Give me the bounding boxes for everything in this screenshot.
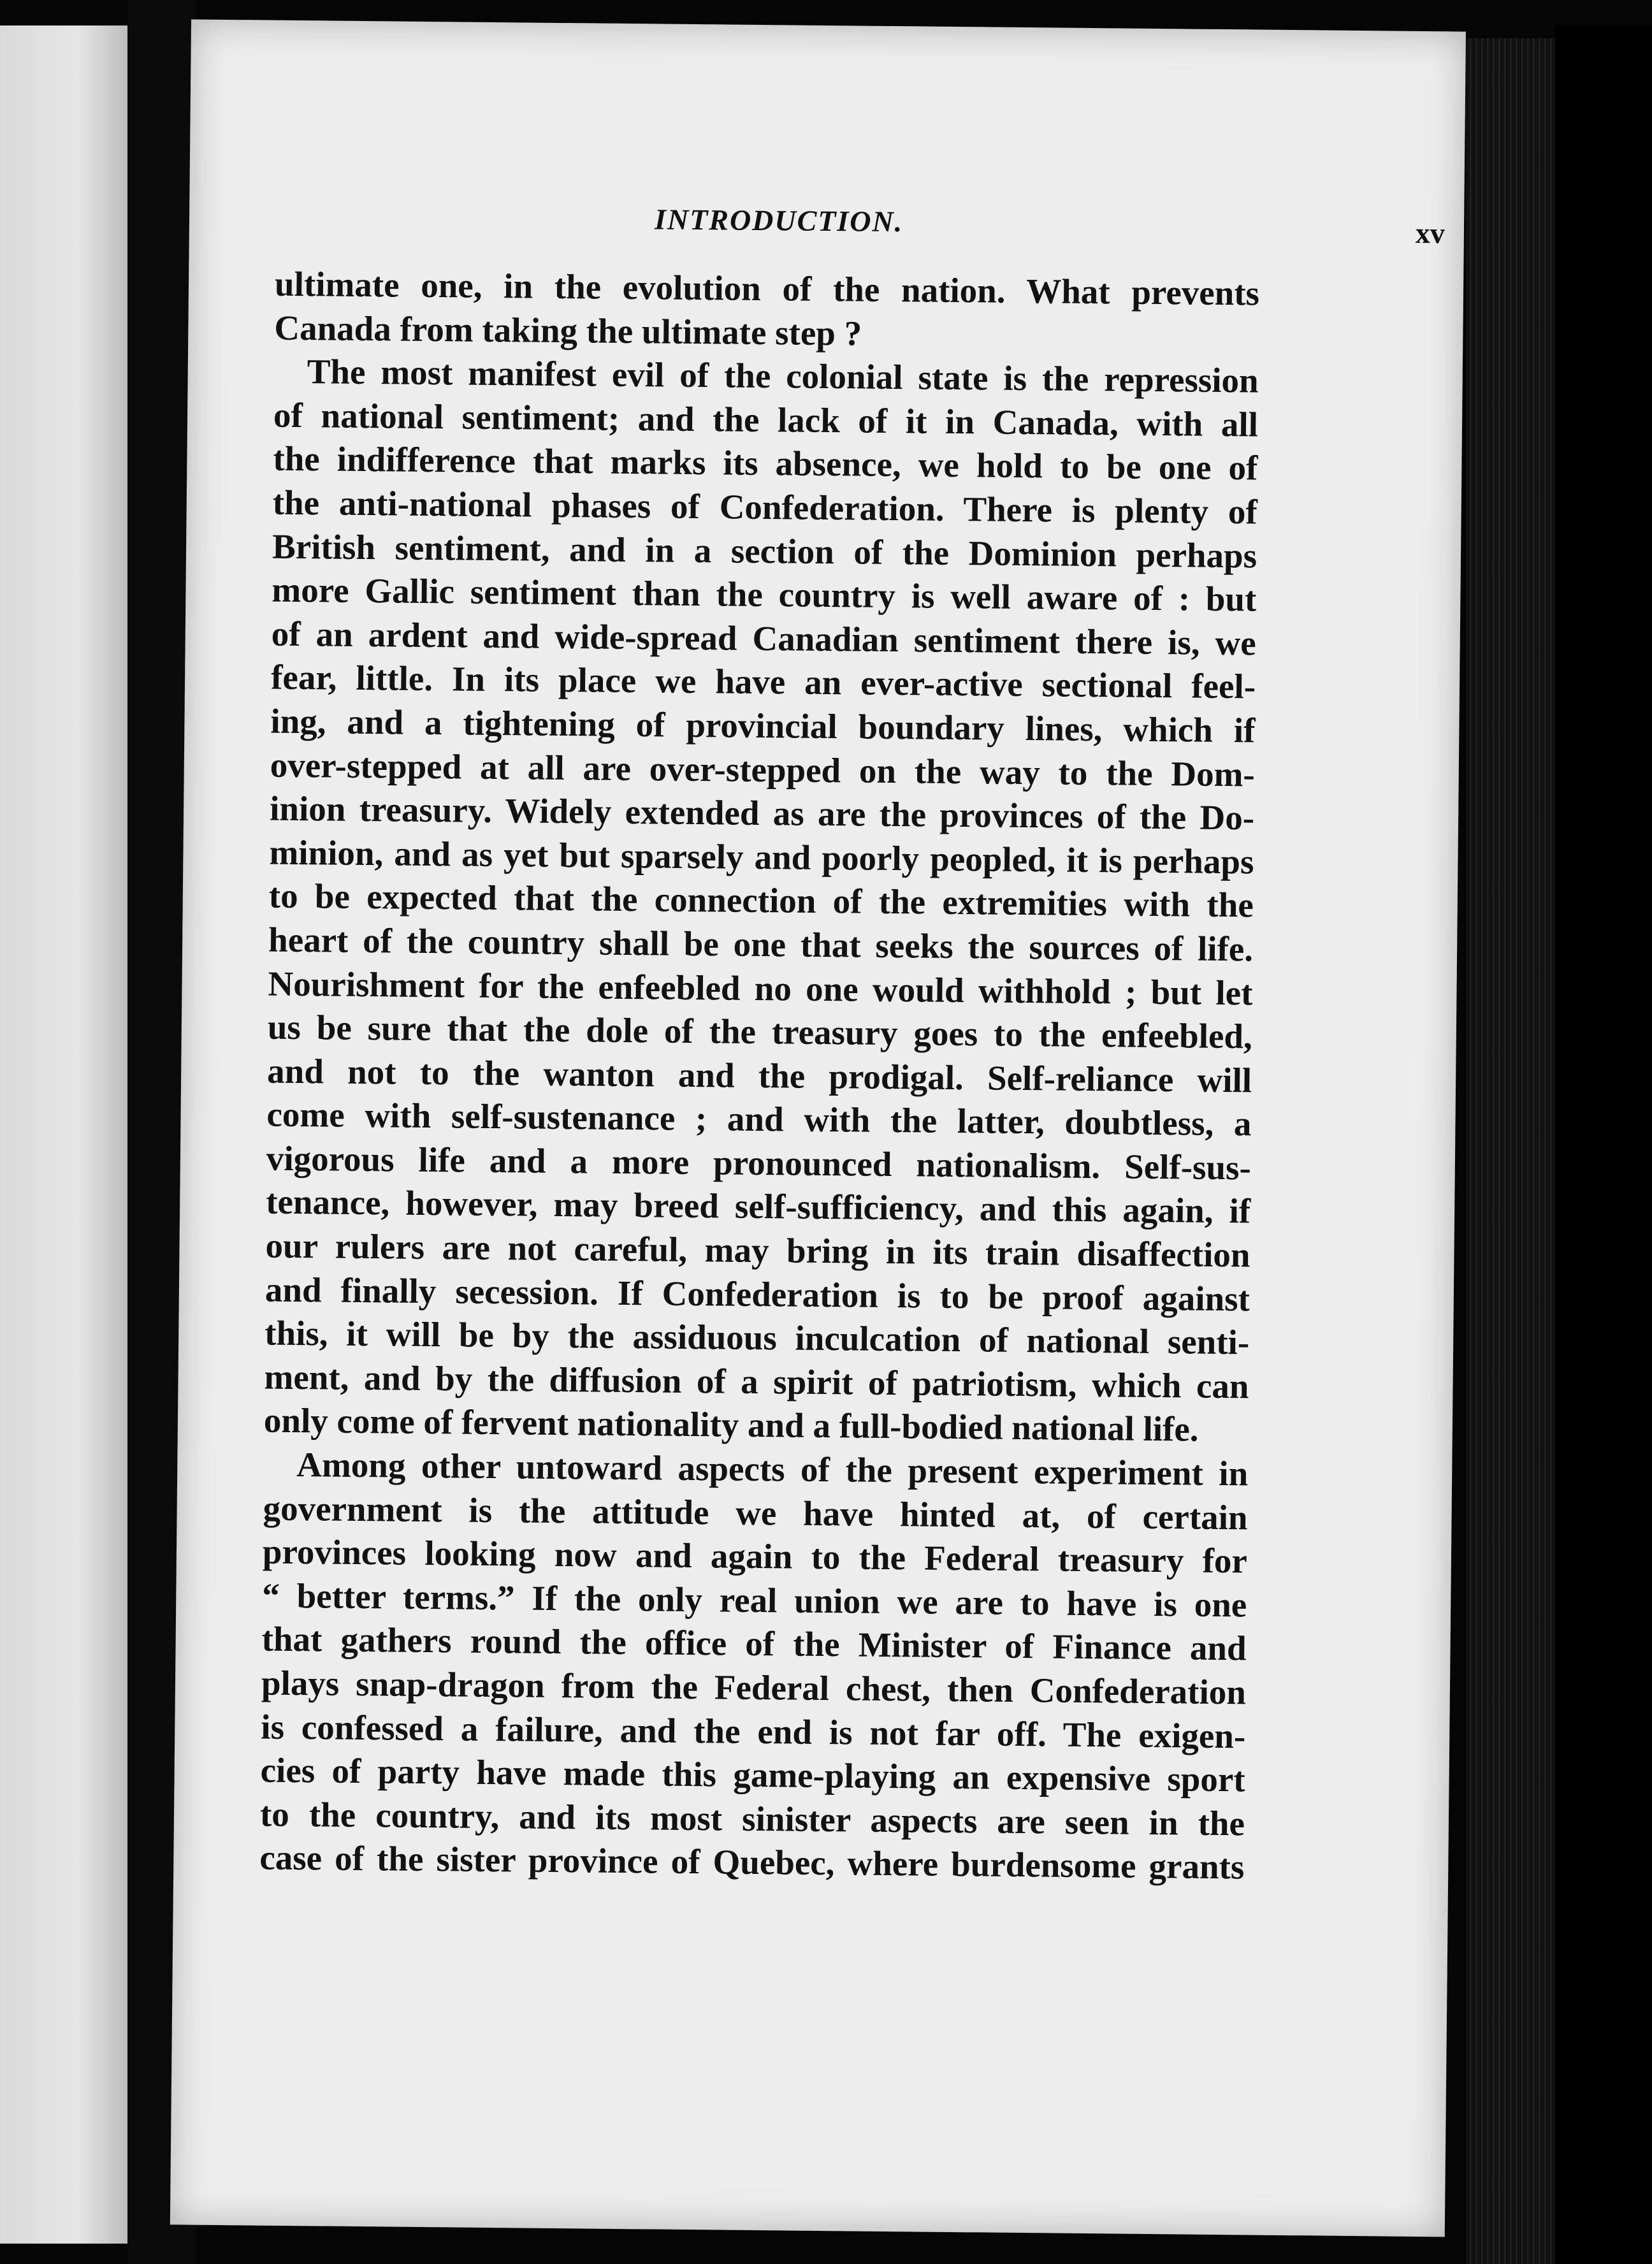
text-line: and not to the wanton and the prodigal. Self-reliance will: [266, 1051, 1252, 1100]
text-line: of an ardent and wide-spread Canadian sentiment there is, we: [271, 614, 1257, 663]
body-text: [259, 263, 1259, 1890]
text-line: ment, and by the diffusion of a spirit of patriotism, which can: [264, 1357, 1249, 1406]
text-line: ing, and a tightening of provincial boundary lines, which if: [270, 701, 1256, 750]
page-header: [189, 198, 1465, 254]
text-line: to be expected that the connection of the extremities with the: [268, 876, 1254, 925]
text-line: us be sure that the dole of the treasury goes to the enfeebled,: [267, 1007, 1253, 1056]
text-line: minion, and as yet but sparsely and poorly peopled, it is perhaps: [269, 832, 1254, 882]
text-line: government is the attitude we have hinted at, of certain: [263, 1488, 1248, 1537]
text-line: more Gallic sentiment than the country is well aware of : but: [272, 570, 1257, 619]
text-line: only come of fervent nationality and a full-bodied national life.: [263, 1401, 1199, 1449]
text-line: plays snap-dragon from the Federal chest, then Confederation: [261, 1663, 1247, 1712]
text-line: of national sentiment; and the lack of it in Canada, with all: [273, 395, 1259, 444]
facing-page-edge: [0, 25, 127, 2244]
text-line: heart of the country shall be one that seeks the sources of life.: [268, 920, 1254, 969]
text-line: cies of party have made this game-playing an expensive sport: [260, 1750, 1245, 1799]
book-page: [170, 19, 1466, 2237]
text-line: come with self-sustenance ; and with the latter, doubtless, a: [266, 1094, 1252, 1143]
text-line: is confessed a failure, and the end is not far off. The exigen-: [261, 1707, 1246, 1755]
page-number: xv: [1415, 216, 1446, 250]
text-line: and finally secession. If Confederation is to be proof against: [264, 1270, 1250, 1319]
text-line: the anti-national phases of Confederation. There is plenty of: [272, 483, 1258, 532]
text-line: provinces looking now and again to the Federal treasury for: [262, 1532, 1248, 1581]
text-line: Nourishment for the enfeebled no one would withhold ; but let: [268, 964, 1253, 1012]
text-line: ultimate one, in the evolution of the nation. What prevents: [274, 264, 1260, 313]
scan-border: [1555, 25, 1652, 2264]
text-line: over-stepped at all are over-stepped on the way to the Dom-: [270, 745, 1256, 794]
text-line: this, it will be by the assiduous inculcation of national senti-: [264, 1313, 1250, 1362]
text-line: Canada from taking the ultimate step ?: [274, 308, 862, 353]
text-line: case of the sister province of Quebec, where burdensome grants: [259, 1838, 1245, 1887]
text-line: Among other untoward aspects of the present experiment in: [296, 1445, 1249, 1493]
text-line: to the country, and its most sinister aspects are seen in the: [259, 1794, 1245, 1843]
text-line: tenance, however, may breed self-sufficiency, and this again, if: [265, 1182, 1251, 1231]
text-line: “ better terms.” If the only real union we are to have is one: [262, 1576, 1247, 1625]
text-line: that gathers round the office of the Minister of Finance and: [261, 1619, 1247, 1668]
text-line: British sentiment, and in a section of the Dominion perhaps: [272, 526, 1257, 576]
text-line: inion treasury. Widely extended as are the provinces of the Do-: [269, 788, 1255, 838]
text-line: our rulers are not careful, may bring in its train disaffection: [265, 1226, 1250, 1275]
text-line: vigorous life and a more pronounced nationalism. Self-sus-: [266, 1138, 1252, 1187]
text-line: the indifference that marks its absence, we hold to be one of: [273, 439, 1258, 488]
running-title: INTRODUCTION.: [654, 203, 904, 238]
text-line: The most manifest evil of the colonial state is the repression: [307, 352, 1259, 400]
text-line: fear, little. In its place we have an ever-active sectional feel-: [270, 657, 1256, 706]
